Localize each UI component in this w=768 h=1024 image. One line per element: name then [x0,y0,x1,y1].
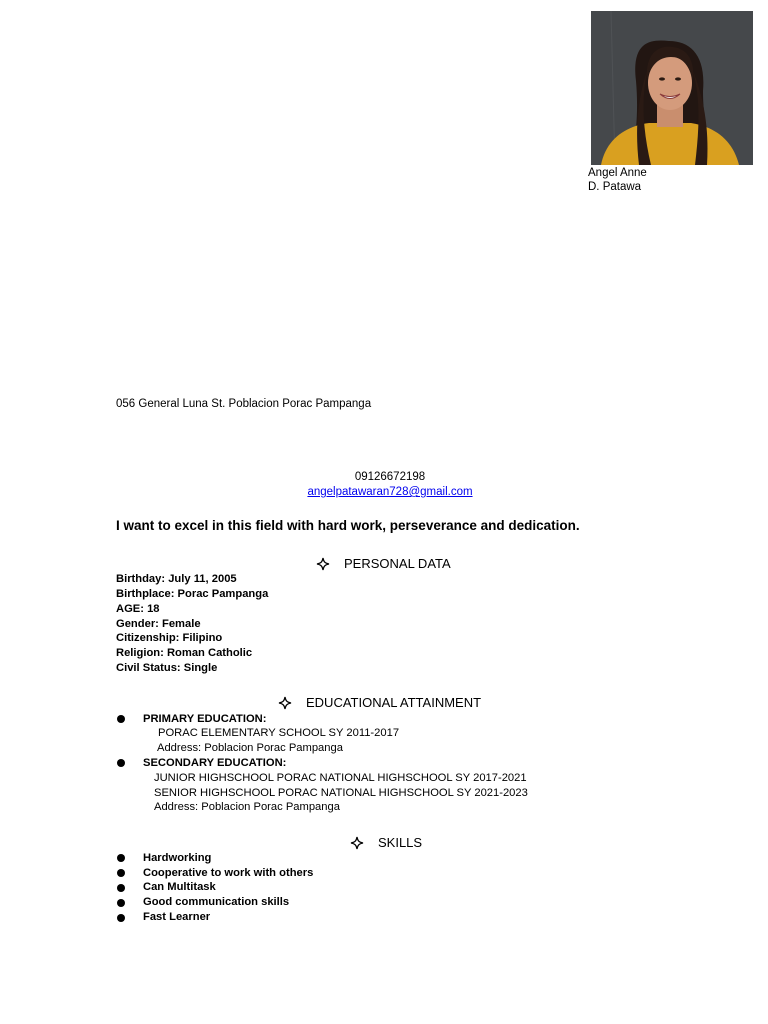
senior-highschool: SENIOR HIGHSCHOOL PORAC NATIONAL HIGHSCHOOL SY 2021-2023 [154,787,528,799]
skills-heading [350,835,422,850]
objective: I want to excel in this field with hard work, perseverance and dedication. [116,518,580,533]
personal-data-item: Religion: Roman Catholic [116,647,253,659]
personal-data-title: PERSONAL DATA [344,556,451,571]
primary-address: Address: Poblacion Porac Pampanga [157,742,343,754]
primary-education-label: PRIMARY EDUCATION: [143,713,267,725]
skill-item: Cooperative to work with others [143,867,314,879]
bullet-icon [117,759,125,767]
personal-data-item: Birthday: July 11, 2005 [116,573,237,585]
profile-photo [591,11,753,165]
diamond-icon [278,696,292,710]
bullet-icon [117,854,125,862]
secondary-education-label: SECONDARY EDUCATION: [143,757,287,769]
name-line-1: Angel Anne [588,167,647,179]
skills-title: SKILLS [378,835,423,850]
skill-item: Can Multitask [143,881,216,893]
personal-data-item: Birthplace: Porac Pampanga [116,588,269,600]
phone: 09126672198 [354,471,426,483]
secondary-address: Address: Poblacion Porac Pampanga [154,801,340,813]
skill-item: Hardworking [143,852,212,864]
junior-highschool: JUNIOR HIGHSCHOOL PORAC NATIONAL HIGHSCHOOL SY 2017-2021 [154,772,527,784]
personal-data-item: Civil Status: Single [116,662,218,674]
diamond-icon [350,836,364,850]
personal-data-item: Gender: Female [116,618,201,630]
skill-item: Fast Learner [143,911,211,923]
skill-item: Good communication skills [143,896,290,908]
diamond-icon [316,557,330,571]
address: 056 General Luna St. Poblacion Porac Pampanga [116,398,372,410]
email-link[interactable]: angelpatawaran728@gmail.com [307,486,473,498]
education-heading [278,695,481,710]
personal-data-heading [316,556,451,571]
personal-data-item: AGE: 18 [116,603,160,615]
bullet-icon [117,715,125,723]
name-line-2: D. Patawa [588,181,642,193]
education-title: EDUCATIONAL ATTAINMENT [306,695,482,710]
bullet-icon [117,869,125,877]
bullet-icon [117,899,125,907]
primary-school: PORAC ELEMENTARY SCHOOL SY 2011-2017 [158,727,400,739]
personal-data-item: Citizenship: Filipino [116,632,223,644]
bullet-icon [117,914,125,922]
bullet-icon [117,884,125,892]
